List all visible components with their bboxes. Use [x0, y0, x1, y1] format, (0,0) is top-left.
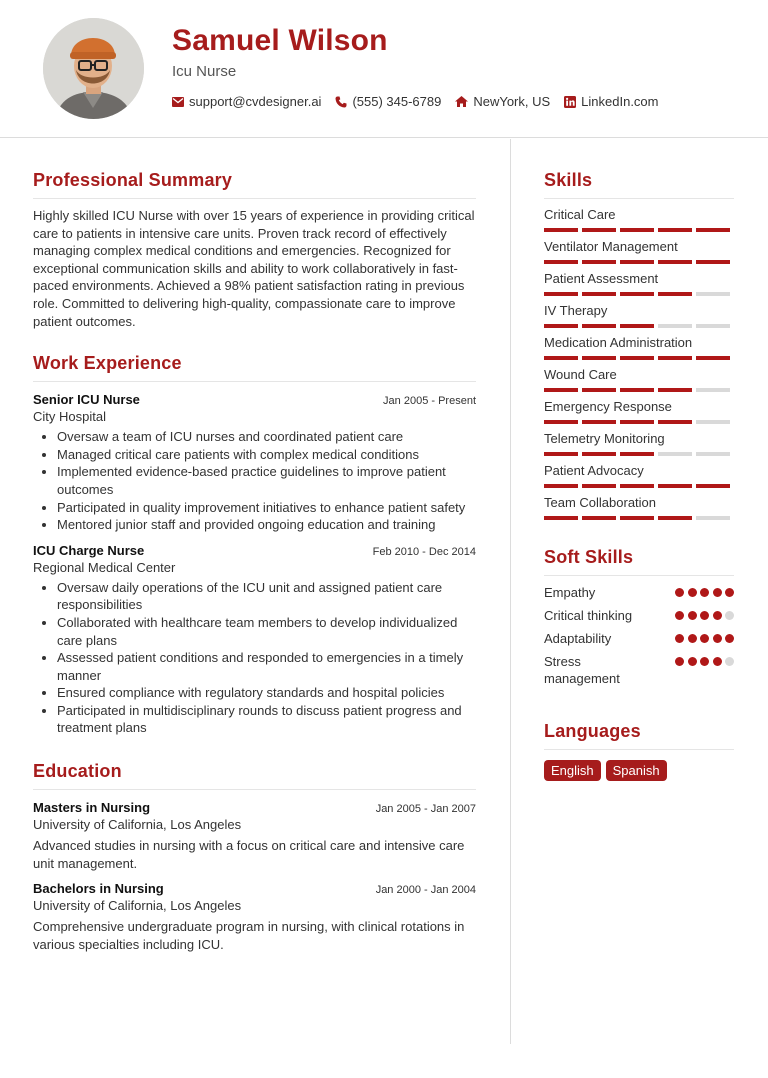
- skills-section: [544, 170, 734, 520]
- soft-skill-item: [544, 630, 734, 647]
- skill-level-segment: [696, 228, 730, 232]
- skill-level-segment: [620, 228, 654, 232]
- skill-item: [544, 303, 734, 328]
- skill-level-segment: [696, 516, 730, 520]
- soft-skill-rating: [672, 611, 735, 620]
- language-tag: Spanish: [606, 760, 667, 781]
- rating-dot: [700, 634, 709, 643]
- skill-level-bar: [544, 324, 734, 328]
- school: University of California, Los Angeles: [33, 817, 242, 833]
- skill-level-segment: [582, 228, 616, 232]
- skill-level-segment: [620, 452, 654, 456]
- rating-dot: [675, 657, 684, 666]
- skill-level-segment: [582, 388, 616, 392]
- skill-item: [544, 271, 734, 296]
- resume-header: [0, 0, 768, 138]
- summary-text: Highly skilled ICU Nurse with over 15 years of experience in providing critical care to patients in intensive care units. Proven track record of effectively managing complex medical conditions and emergencies. Recognized for exceptional communication skills and ability to work collaboratively in fast-paced environments. Achieved a 98% patient satisfaction rating in previous role. Committed to delivering high-quality, compassionate care to improve patient outcomes.: [33, 208, 475, 329]
- skill-level-segment: [620, 420, 654, 424]
- skill-name: Wound Care: [544, 367, 617, 382]
- skill-level-bar: [544, 260, 734, 264]
- rating-dot: [688, 657, 697, 666]
- skill-level-bar: [544, 356, 734, 360]
- rating-dot: [725, 588, 734, 597]
- skill-level-segment: [544, 452, 578, 456]
- degree: Bachelors in Nursing: [33, 881, 164, 897]
- soft-skill-name: Stress management: [544, 654, 620, 686]
- education-heading: Education: [33, 761, 476, 790]
- skill-level-segment: [582, 324, 616, 328]
- skill-name: Telemetry Monitoring: [544, 431, 665, 446]
- skill-level-segment: [696, 388, 730, 392]
- skill-level-bar: [544, 452, 734, 456]
- skill-level-bar: [544, 388, 734, 392]
- job-bullet: • Assessed patient conditions and responded to emergencies in a timely manner: [57, 649, 476, 684]
- education-description: Comprehensive undergraduate program in nursing, with clinical rotations in various specialties including ICU.: [33, 919, 465, 952]
- column-divider: [510, 139, 511, 1044]
- soft-skill-item: [544, 584, 734, 601]
- soft-skill-name: Critical thinking: [544, 608, 633, 623]
- skill-level-segment: [696, 452, 730, 456]
- skill-level-segment: [582, 516, 616, 520]
- home-icon: [455, 96, 468, 107]
- skill-level-segment: [658, 260, 692, 264]
- skill-level-segment: [544, 260, 578, 264]
- skill-level-segment: [658, 292, 692, 296]
- skill-level-segment: [544, 388, 578, 392]
- soft-skill-rating: [672, 634, 735, 643]
- skill-item: [544, 495, 734, 520]
- envelope-icon: [172, 97, 184, 107]
- skill-name: Team Collaboration: [544, 495, 657, 510]
- soft-skill-item: [544, 607, 734, 624]
- email-text: support@cvdesigner.ai: [189, 94, 322, 109]
- experience-section: [33, 353, 476, 737]
- job-bullet: • Ensured compliance with regulatory standards and hospital policies: [57, 684, 476, 702]
- soft-skill-rating: [672, 588, 735, 597]
- languages-heading: Languages: [544, 721, 734, 750]
- job-employer: City Hospital: [33, 409, 106, 425]
- rating-dot: [725, 611, 734, 620]
- job-bullet: • Managed critical care patients with complex medical conditions: [57, 446, 476, 464]
- skill-level-segment: [658, 484, 692, 488]
- contact-location: [455, 94, 550, 109]
- skills-list: [544, 207, 734, 520]
- skill-item: [544, 239, 734, 264]
- skill-level-segment: [658, 228, 692, 232]
- rating-dot: [725, 634, 734, 643]
- job-bullet: • Participated in quality improvement initiatives to enhance patient safety: [57, 499, 476, 517]
- rating-dot: [675, 634, 684, 643]
- rating-dot: [700, 588, 709, 597]
- job-date: Feb 2010 - Dec 2014: [372, 545, 476, 558]
- soft-skill-item: [544, 653, 734, 687]
- rating-dot: [700, 611, 709, 620]
- skill-level-segment: [658, 516, 692, 520]
- education-entry: [33, 881, 476, 953]
- skill-level-bar: [544, 228, 734, 232]
- job-bullet: • Oversaw a team of ICU nurses and coordinated patient care: [57, 428, 476, 446]
- contact-email[interactable]: [172, 94, 321, 109]
- job-bullet: • Collaborated with healthcare team members to develop individualized care plans: [57, 614, 476, 649]
- skill-level-segment: [544, 484, 578, 488]
- degree: Masters in Nursing: [33, 800, 151, 816]
- education-description: Advanced studies in nursing with a focus on critical care and intensive care unit management.: [33, 838, 465, 871]
- school: University of California, Los Angeles: [33, 898, 242, 914]
- skill-level-segment: [696, 420, 730, 424]
- soft-skills-section: [544, 547, 734, 687]
- job-title: Icu Nurse: [172, 63, 237, 80]
- skill-level-segment: [620, 324, 654, 328]
- job-entry: [33, 392, 476, 534]
- skill-level-segment: [658, 420, 692, 424]
- skill-item: [544, 399, 734, 424]
- soft-skill-rating: [672, 657, 735, 666]
- phone-icon: [335, 96, 347, 108]
- skill-item: [544, 207, 734, 232]
- soft-skills-heading: Soft Skills: [544, 547, 734, 576]
- rating-dot: [713, 657, 722, 666]
- skill-item: [544, 367, 734, 392]
- skill-level-segment: [696, 356, 730, 360]
- skill-level-segment: [620, 356, 654, 360]
- skill-level-segment: [582, 260, 616, 264]
- rating-dot: [713, 611, 722, 620]
- soft-skill-name: Adaptability: [544, 631, 612, 646]
- main-column: [33, 170, 476, 953]
- job-role: ICU Charge Nurse: [33, 542, 145, 558]
- skill-level-bar: [544, 420, 734, 424]
- skill-name: IV Therapy: [544, 303, 608, 318]
- rating-dot: [713, 588, 722, 597]
- job-bullet: • Oversaw daily operations of the ICU unit and assigned patient care responsibilities: [57, 579, 476, 614]
- skill-level-segment: [582, 356, 616, 360]
- skills-heading: Skills: [544, 170, 734, 199]
- rating-dot: [725, 657, 734, 666]
- language-tags: [544, 760, 734, 781]
- skill-level-segment: [544, 356, 578, 360]
- job-bullets: [57, 428, 476, 534]
- rating-dot: [688, 588, 697, 597]
- skill-item: [544, 335, 734, 360]
- skill-level-segment: [582, 292, 616, 296]
- skill-level-segment: [620, 388, 654, 392]
- job-entry: [33, 543, 476, 737]
- education-entry: [33, 800, 476, 872]
- skill-level-segment: [620, 260, 654, 264]
- candidate-name: Samuel Wilson: [172, 24, 388, 57]
- job-date: Jan 2005 - Present: [383, 395, 476, 408]
- skill-level-segment: [658, 356, 692, 360]
- education-date: Jan 2005 - Jan 2007: [375, 803, 476, 816]
- skill-level-bar: [544, 516, 734, 520]
- contact-phone[interactable]: [335, 94, 441, 109]
- rating-dot: [713, 634, 722, 643]
- skill-level-segment: [658, 324, 692, 328]
- education-section: [33, 761, 476, 953]
- experience-heading: Work Experience: [33, 353, 476, 382]
- skill-name: Ventilator Management: [544, 239, 678, 254]
- skill-level-segment: [696, 292, 730, 296]
- skill-name: Patient Advocacy: [544, 463, 644, 478]
- phone-text: (555) 345-6789: [352, 94, 442, 109]
- job-bullet: • Mentored junior staff and provided ongoing education and training: [57, 516, 476, 534]
- skill-level-segment: [544, 228, 578, 232]
- rating-dot: [688, 634, 697, 643]
- job-employer: Regional Medical Center: [33, 559, 176, 575]
- skill-item: [544, 463, 734, 488]
- skill-name: Emergency Response: [544, 399, 672, 414]
- skill-level-segment: [582, 452, 616, 456]
- rating-dot: [700, 657, 709, 666]
- skill-level-segment: [696, 324, 730, 328]
- summary-heading: Professional Summary: [33, 170, 476, 199]
- skill-level-bar: [544, 484, 734, 488]
- education-date: Jan 2000 - Jan 2004: [375, 884, 476, 897]
- soft-skill-name: Empathy: [544, 585, 596, 600]
- skill-level-segment: [544, 516, 578, 520]
- location-text: NewYork, US: [473, 94, 551, 109]
- languages-section: [544, 721, 734, 781]
- contact-bar: [172, 94, 673, 109]
- skill-level-segment: [658, 452, 692, 456]
- job-bullet: • Implemented evidence-based practice guidelines to improve patient outcomes: [57, 463, 476, 498]
- skill-level-segment: [696, 484, 730, 488]
- skill-level-segment: [620, 516, 654, 520]
- skill-level-segment: [582, 420, 616, 424]
- summary-section: [33, 170, 476, 330]
- profile-photo: [43, 18, 144, 119]
- soft-skills-list: [544, 584, 734, 687]
- sidebar-column: [544, 170, 734, 781]
- skill-item: [544, 431, 734, 456]
- contact-linkedin[interactable]: [564, 94, 658, 109]
- linkedin-icon: [564, 96, 576, 108]
- skill-level-bar: [544, 292, 734, 296]
- job-role: Senior ICU Nurse: [33, 392, 140, 408]
- skill-name: Patient Assessment: [544, 271, 659, 286]
- linkedin-text: LinkedIn.com: [581, 94, 659, 109]
- skill-name: Medication Administration: [544, 335, 693, 350]
- language-tag: English: [544, 760, 601, 781]
- skill-level-segment: [620, 292, 654, 296]
- rating-dot: [675, 611, 684, 620]
- job-bullet: • Participated in multidisciplinary rounds to discuss patient progress and treatment plans: [57, 702, 476, 737]
- rating-dot: [688, 611, 697, 620]
- skill-level-segment: [544, 292, 578, 296]
- skill-level-segment: [620, 484, 654, 488]
- rating-dot: [675, 588, 684, 597]
- job-bullets: [57, 579, 476, 737]
- skill-level-segment: [544, 324, 578, 328]
- skill-level-segment: [696, 260, 730, 264]
- skill-level-segment: [544, 420, 578, 424]
- skill-level-segment: [658, 388, 692, 392]
- skill-level-segment: [582, 484, 616, 488]
- skill-name: Critical Care: [544, 207, 616, 222]
